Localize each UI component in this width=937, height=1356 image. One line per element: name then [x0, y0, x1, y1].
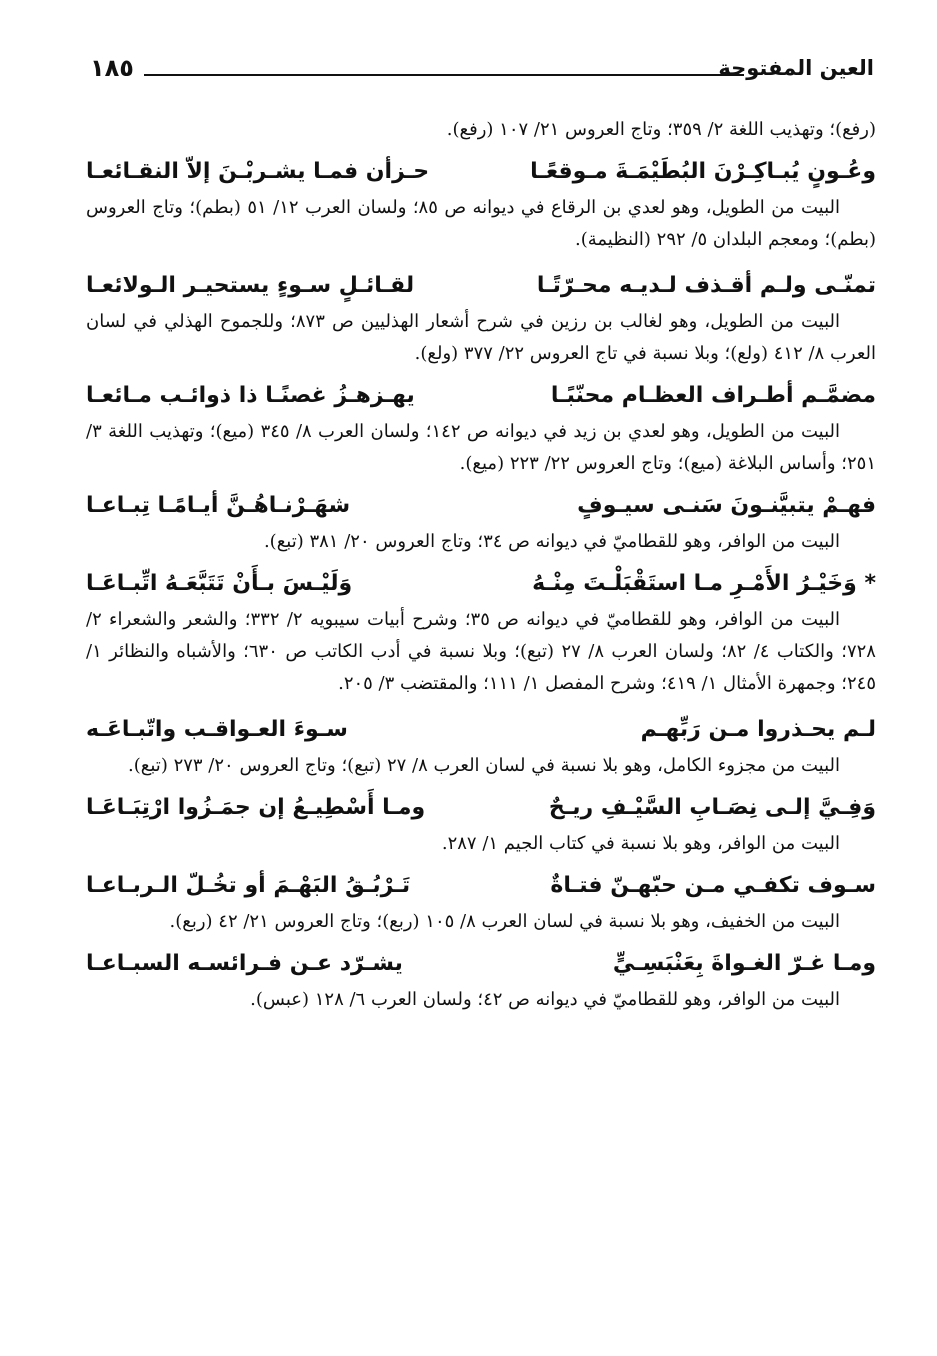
note-text: البيت من الخفيف، وهو بلا نسبة في لسان العرب ٨/ ١٠٥ (ربع)؛ وتاج العروس ٢١/ ٤٢ (ربع).: [169, 911, 840, 932]
verse-line: [86, 486, 876, 526]
verse-second-hemistich: تَـرْبُـقُ البَهْـمَ أو تخُـلّ الـربـاعـا: [86, 873, 411, 898]
note-text: البيت من الوافر، وهو للقطاميّ في ديوانه ص ٣٥؛ وشرح أبيات سيبويه ٢/ ٣٣٢؛ والشعر والشعراء ٢/ ٧٢٨؛ والكتاب ٤/ ٨٢؛ ولسان العرب ٨/ ٢٧ (تبع)؛ وبلا نسبة في أدب الكاتب ص ٦٣٠؛ والأشباه والنظائر ١/ ٢٤٥؛ وجمهرة الأمثال ١/ ٤١٩؛ وشرح المفصل ١/ ١١١؛ والمقتضب ٣/ ٢٠٥.: [86, 609, 876, 694]
book-page: [86, 50, 876, 1320]
verse-line: [86, 944, 876, 984]
verse-attribution: [86, 750, 876, 782]
verse-attribution: [86, 192, 876, 256]
note-text: البيت من الطويل، وهو لغالب بن رزين في شرح أشعار الهذليين ص ٨٧٣؛ وللجموح الهذلي في لسان العرب ٨/ ٤١٢ (ولع)؛ وبلا نسبة في تاج العروس ٢٢/ ٣٧٧ (ولع).: [86, 311, 876, 364]
chapter-title: العين المفتوحة: [718, 56, 874, 80]
verse-attribution: [86, 604, 876, 700]
verse-second-hemistich: حـزأن فمـا يشـربْـنَ إلاّ النقـائعـا: [86, 159, 430, 184]
note-text: البيت من مجزوء الكامل، وهو بلا نسبة في لسان العرب ٨/ ٢٧ (تبع)؛ وتاج العروس ٢٠/ ٢٧٣ (تبع).: [128, 755, 840, 776]
verse-second-hemistich: لقـائـلٍ سـوءٍ يستحيـر الـولائعـا: [86, 273, 415, 298]
running-header: [86, 50, 876, 98]
note-text: البيت من الوافر، وهو بلا نسبة في كتاب الجيم ١/ ٢٨٧.: [441, 833, 840, 854]
verse-first-hemistich: مضمَّـم أطـراف العظـام محنّبًـا: [550, 383, 876, 408]
verse-first-hemistich: وعُـونٍ يُبـاكِـرْنَ البُطَيْمَـةَ مـوقعًـا: [530, 159, 876, 184]
page-body: [86, 114, 876, 1016]
verse-first-hemistich: تمنّـى ولـم أقـذف لـديـه محـرّتًـا: [536, 273, 876, 298]
note-text: البيت من الوافر، وهو للقطاميّ في ديوانه ص ٤٢؛ ولسان العرب ٦/ ١٢٨ (عبس).: [250, 989, 840, 1010]
verse-first-hemistich: ومـا غـرّ الغـواةَ بِعَنْبَسِـيٍّ: [612, 951, 876, 976]
verse-line: [86, 376, 876, 416]
verse-first-hemistich: سـوف تكفـي مـن حبّهـنّ فتـاةٌ: [550, 873, 876, 898]
verse-second-hemistich: يشـرّد عـن فـرائسـه السبـاعـا: [86, 951, 403, 976]
spacer: [86, 700, 876, 710]
verse-line: [86, 788, 876, 828]
verse-line: [86, 266, 876, 306]
verse-second-hemistich: ومـا أَسْطِيـعُ إن جمَـزُوا ارْتِبَـاعَـا: [86, 795, 426, 820]
page-number: ١٨٥: [90, 54, 134, 82]
verse-second-hemistich: يهـزهـزُ غصنًـا ذا ذوائـب مـائعـا: [86, 383, 415, 408]
verse-second-hemistich: شهَـرْنـاهُـنَّ أيـامًـا تِبـاعـا: [86, 493, 351, 518]
verse-line: [86, 866, 876, 906]
verse-attribution: [86, 306, 876, 370]
verse-second-hemistich: وَلَيْـسَ بـأَنْ تَتَبَّعَـهُ اتِّبـاعَـا: [86, 571, 353, 596]
note-text: البيت من الوافر، وهو للقطاميّ في ديوانه ص ٣٤؛ وتاج العروس ٢٠/ ٣٨١ (تبع).: [263, 531, 840, 552]
verse-first-hemistich: وَفِـيَّ إلـى نِصَـابِ السَّيْـفِ ريـحٌ: [548, 795, 876, 820]
verse-first-hemistich: لـم يحـذروا مـن رَبِّهـم: [640, 717, 876, 742]
footnote-line: [86, 114, 876, 146]
verse-attribution: [86, 526, 876, 558]
verse-attribution: [86, 906, 876, 938]
verse-first-hemistich: * وَخَيْـرُ الأَمْـرِ مـا استَقْبَلْـتَ مِنْـهُ: [532, 571, 876, 596]
verse-line: [86, 564, 876, 604]
header-rule: [144, 74, 744, 76]
spacer: [86, 256, 876, 266]
verse-line: [86, 710, 876, 750]
verse-attribution: [86, 828, 876, 860]
verse-attribution: [86, 416, 876, 480]
note-text: البيت من الطويل، وهو لعدي بن الرقاع في ديوانه ص ٨٥؛ ولسان العرب ١٢/ ٥١ (بطم)؛ وتاج العروس (بطم)؛ ومعجم البلدان ٥/ ٢٩٢ (النظيمة).: [86, 197, 876, 250]
note-text: البيت من الطويل، وهو لعدي بن زيد في ديوانه ص ١٤٢؛ ولسان العرب ٨/ ٣٤٥ (ميع)؛ وتهذيب اللغة ٣/ ٢٥١؛ وأساس البلاغة (ميع)؛ وتاج العروس ٢٢/ ٢٢٣ (ميع).: [86, 421, 876, 474]
verse-first-hemistich: فهـمْ يتبيَّنـونَ سَنـى سيـوفٍ: [577, 493, 876, 518]
note-text: (رفع)؛ وتهذيب اللغة ٢/ ٣٥٩؛ وتاج العروس ٢١/ ١٠٧ (رفع).: [446, 119, 876, 140]
verse-line: [86, 152, 876, 192]
verse-attribution: [86, 984, 876, 1016]
verse-second-hemistich: سـوءَ العـواقـب واتّبـاعَـه: [86, 717, 348, 742]
